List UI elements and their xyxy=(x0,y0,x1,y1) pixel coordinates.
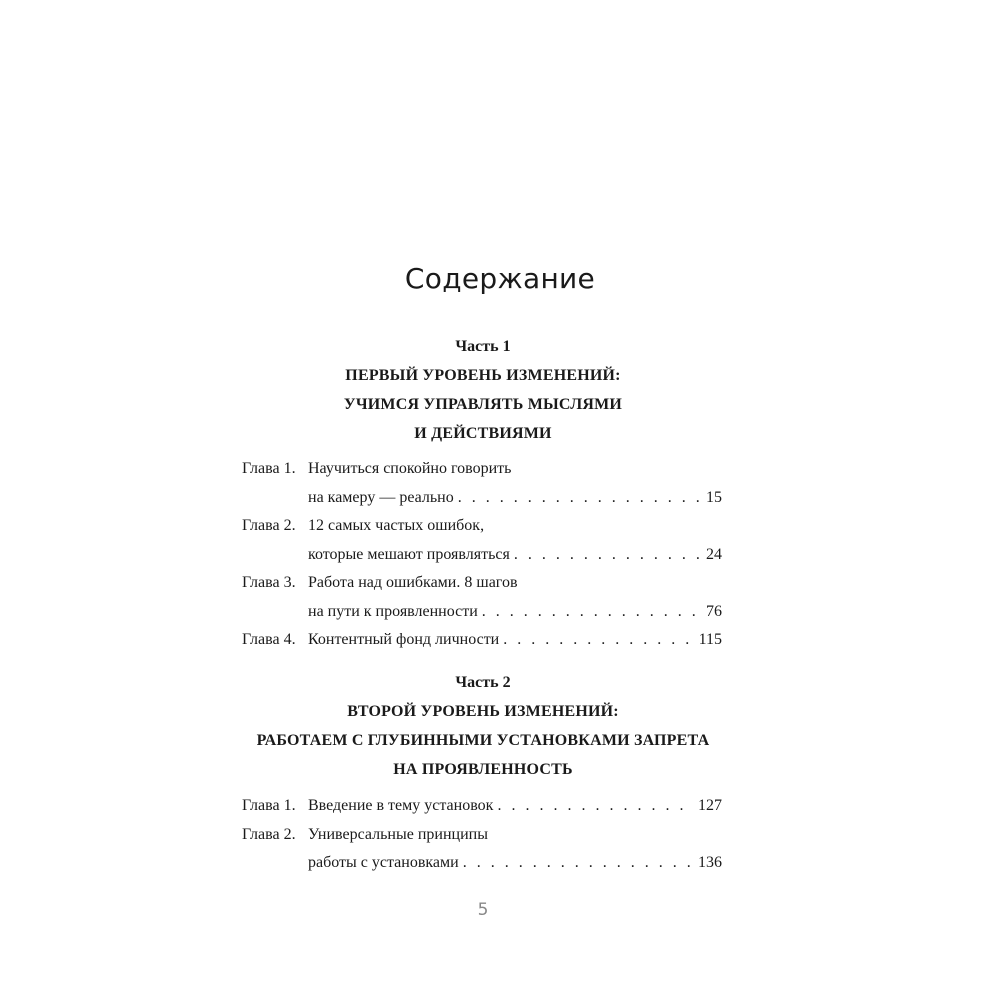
part-heading-line: И ДЕЙСТВИЯМИ xyxy=(414,425,552,442)
page-number: 76 xyxy=(706,602,722,620)
dot-leader xyxy=(458,484,702,513)
dot-leader xyxy=(482,598,702,627)
chapter-title: которые мешают проявляться xyxy=(308,545,510,563)
chapter-number: Глава 3. xyxy=(242,574,296,591)
part-label: Часть 2 xyxy=(455,674,511,691)
chapter-title: Работа над ошибками. 8 шагов xyxy=(308,574,518,591)
folio-page-number: 5 xyxy=(477,900,489,920)
part-1-header xyxy=(0,333,966,448)
part-2-chapter-list xyxy=(242,792,722,878)
dot-leader xyxy=(514,541,702,570)
part-heading-line: РАБОТАЕМ С ГЛУБИННЫМИ УСТАНОВКАМИ ЗАПРЕТА xyxy=(256,732,710,749)
toc-entry[interactable] xyxy=(242,569,722,598)
toc-entry[interactable] xyxy=(242,821,722,850)
part-heading-line: НА ПРОЯВЛЕННОСТЬ xyxy=(393,761,573,778)
toc-entry-continuation[interactable] xyxy=(242,541,722,570)
chapter-number: Глава 1. xyxy=(242,460,296,477)
chapter-title: Научиться спокойно говорить xyxy=(308,460,512,477)
toc-entry-continuation[interactable] xyxy=(242,849,722,878)
toc-entry[interactable] xyxy=(242,455,722,484)
toc-entry-continuation[interactable] xyxy=(242,598,722,627)
chapter-title: на камеру — реально xyxy=(308,488,454,506)
chapter-title: Контентный фонд личности xyxy=(308,631,500,648)
dot-leader xyxy=(463,849,694,878)
page-number: 15 xyxy=(706,488,722,506)
page-number: 127 xyxy=(698,797,722,814)
part-label: Часть 1 xyxy=(455,338,511,355)
chapter-number: Глава 1. xyxy=(242,797,296,814)
toc-entry[interactable] xyxy=(242,626,722,655)
part-2-header xyxy=(0,669,966,784)
chapter-title: Универсальные принципы xyxy=(308,825,488,843)
chapter-title: Введение в тему установок xyxy=(308,797,494,814)
part-heading-line: ПЕРВЫЙ УРОВЕНЬ ИЗМЕНЕНИЙ: xyxy=(345,367,621,384)
toc-entry[interactable] xyxy=(242,792,722,821)
toc-entry-continuation[interactable] xyxy=(242,484,722,513)
chapter-title: работы с установками xyxy=(308,854,459,871)
part-heading-line: УЧИМСЯ УПРАВЛЯТЬ МЫСЛЯМИ xyxy=(343,396,623,413)
dot-leader xyxy=(497,792,694,821)
dot-leader xyxy=(503,626,694,655)
page-number: 24 xyxy=(706,545,722,563)
page-title: Содержание xyxy=(404,262,596,295)
chapter-title: 12 самых частых ошибок, xyxy=(308,517,485,534)
chapter-number: Глава 2. xyxy=(242,517,296,534)
page-number: 115 xyxy=(698,631,722,648)
chapter-number: Глава 4. xyxy=(242,631,296,648)
chapter-title: на пути к проявленности xyxy=(308,602,478,620)
part-heading-line: ВТОРОЙ УРОВЕНЬ ИЗМЕНЕНИЙ: xyxy=(347,703,619,720)
part-1-chapter-list xyxy=(242,455,722,655)
page-number: 136 xyxy=(698,854,722,871)
chapter-number: Глава 2. xyxy=(242,825,296,843)
toc-entry[interactable] xyxy=(242,512,722,541)
